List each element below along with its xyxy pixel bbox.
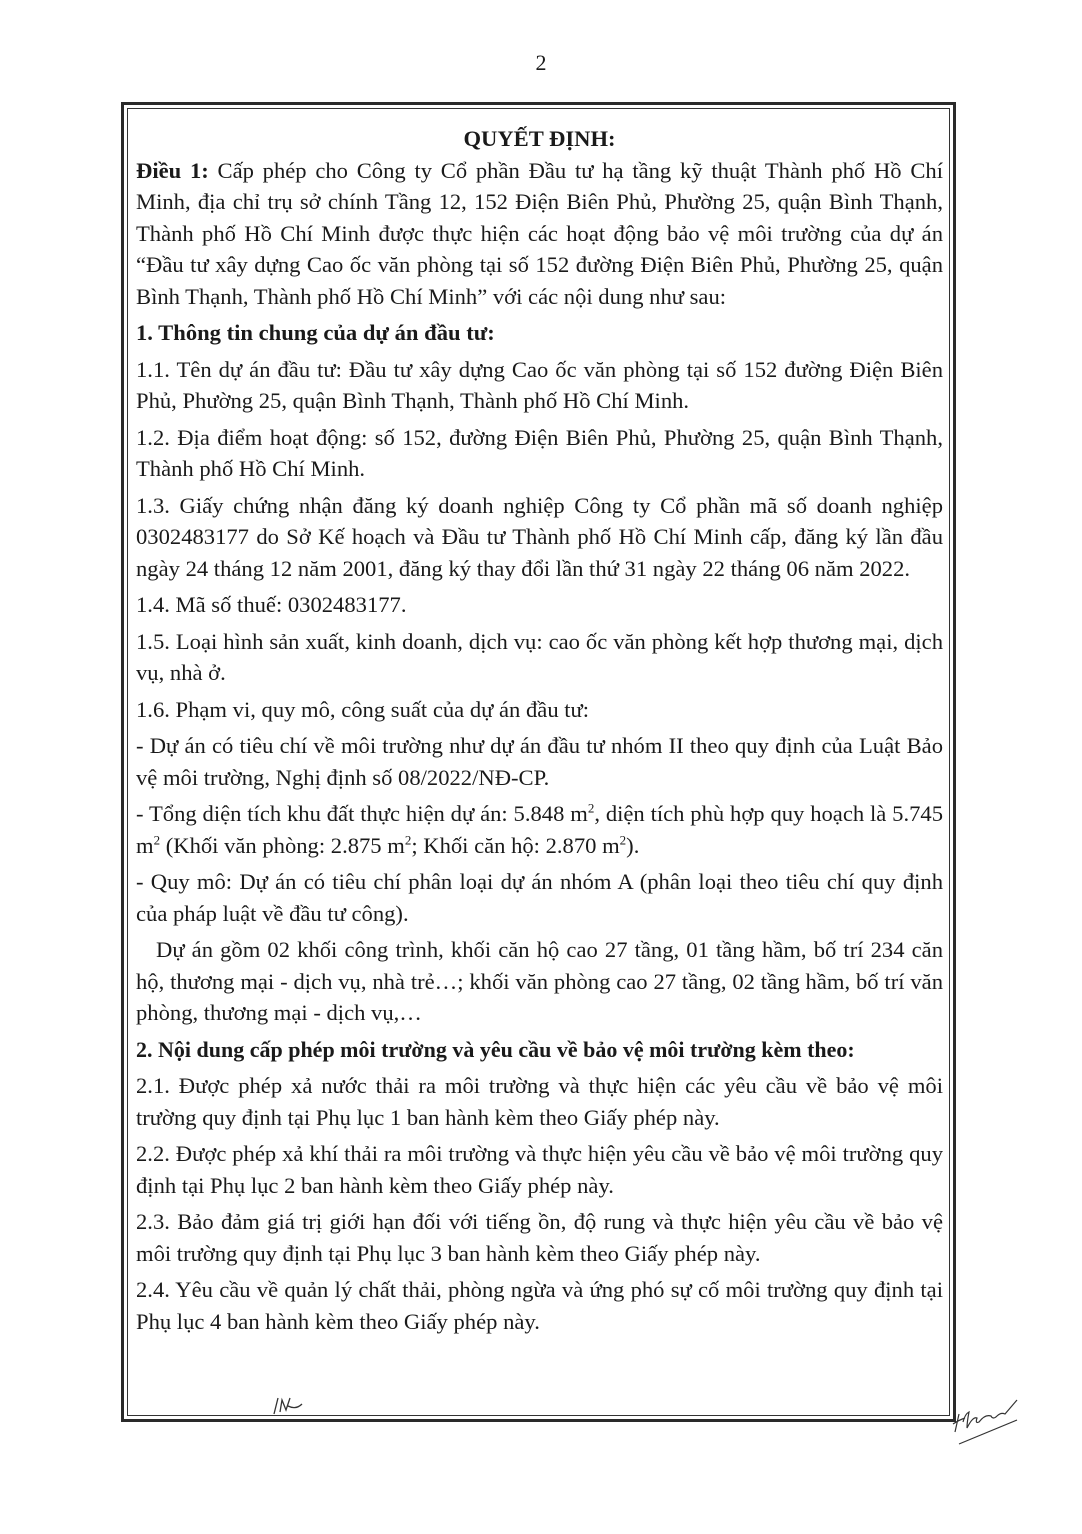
- superscript: 2: [587, 800, 595, 816]
- area-text: (Khối văn phòng: 2.875 m: [160, 832, 405, 858]
- section-1-heading: 1. Thông tin chung của dự án đầu tư:: [136, 320, 495, 345]
- project-paragraph: Dự án gồm 02 khối công trình, khối căn hộ cao 27 tầng, 01 tầng hầm, bố trí 234 căn hộ, thương mại - dịch vụ, nhà trẻ…; khối văn phòng cao 27 tầng, 02 tầng hầm, bố trí văn phòng, thương mại - dịch vụ,…: [136, 937, 943, 1025]
- article-1-text: Cấp phép cho Công ty Cổ phần Đầu tư hạ tầng kỹ thuật Thành phố Hồ Chí Minh, địa chỉ trụ sở chính Tầng 12, 152 Điện Biên Phủ, Phường 25, quận Bình Thạnh, Thành phố Hồ Chí Minh được thực hiện các hoạt động bảo vệ môi trường của dự án “Đầu tư xây dựng Cao ốc văn phòng tại số 152 đường Điện Biên Phủ, Phường 25, quận Bình Thạnh, Thành phố Hồ Chí Minh” với các nội dung như sau:: [136, 157, 943, 309]
- section-1-item: 1.2. Địa điểm hoạt động: số 152, đường Điện Biên Phủ, Phường 25, quận Bình Thạnh, Thành phố Hồ Chí Minh.: [136, 424, 943, 481]
- article-1-label: Điều 1:: [136, 157, 209, 183]
- section-2-item: 2.2. Được phép xả khí thải ra môi trường và thực hiện yêu cầu về bảo vệ môi trường quy định tại Phụ lục 2 ban hành kèm theo Giấy phép này.: [136, 1141, 943, 1198]
- decision-frame: [121, 102, 956, 1422]
- decision-title: QUYẾT ĐỊNH:: [463, 126, 616, 151]
- signature: [945, 1392, 1025, 1452]
- superscript: 2: [404, 831, 412, 847]
- section-2-heading: 2. Nội dung cấp phép môi trường và yêu cầu về bảo vệ môi trường kèm theo:: [136, 1036, 855, 1062]
- area-text: - Tổng diện tích khu đất thực hiện dự án: 5.848 m: [136, 801, 588, 826]
- page-number: 2: [535, 50, 547, 75]
- section-1-item: 1.4. Mã số thuế: 0302483177.: [136, 592, 407, 617]
- section-1-item: 1.1. Tên dự án đầu tư: Đầu tư xây dựng Cao ốc văn phòng tại số 152 đường Điện Biên Phủ, Phường 25, quận Bình Thạnh, Thành phố Hồ Chí Minh.: [136, 356, 943, 413]
- section-1-item: 1.3. Giấy chứng nhận đăng ký doanh nghiệp Công ty Cổ phần mã số doanh nghiệp 0302483177 do Sở Kế hoạch và Đầu tư Thành phố Hồ Chí Minh cấp, đăng ký lần đầu ngày 24 tháng 12 năm 2001, đăng ký thay đổi lần thứ 31 ngày 22 tháng 06 năm 2022.: [136, 492, 943, 581]
- scope-bullet: - Dự án có tiêu chí về môi trường như dự án đầu tư nhóm II theo quy định của Luật Bảo vệ môi trường, Nghị định số 08/2022/NĐ-CP.: [136, 733, 943, 790]
- decision-content: [136, 123, 943, 1342]
- superscript: 2: [153, 831, 161, 847]
- area-text: ; Khối căn hộ: 2.870 m: [411, 832, 620, 858]
- superscript: 2: [619, 831, 627, 847]
- scale-bullet: - Quy mô: Dự án có tiêu chí phân loại dự án nhóm A (phân loại theo tiêu chí quy định của pháp luật về đầu tư công).: [136, 869, 943, 926]
- section-1-item: 1.5. Loại hình sản xuất, kinh doanh, dịch vụ: cao ốc văn phòng kết hợp thương mại, dịch vụ, nhà ở.: [136, 628, 943, 685]
- area-bullet: [136, 798, 943, 861]
- section-2-item: 2.4. Yêu cầu về quản lý chất thải, phòng ngừa và ứng phó sự cố môi trường quy định tại Phụ lục 4 ban hành kèm theo Giấy phép này.: [136, 1277, 943, 1334]
- article-1: [136, 155, 943, 313]
- area-text: , diện tích phù hợp quy hoạch là 5.745 m: [136, 801, 944, 858]
- section-2-item: 2.3. Bảo đảm giá trị giới hạn đối với tiếng ồn, độ rung và thực hiện yêu cầu về bảo vệ môi trường quy định tại Phụ lục 3 ban hành kèm theo Giấy phép này.: [136, 1209, 943, 1266]
- section-2-item: 2.1. Được phép xả nước thải ra môi trường và thực hiện các yêu cầu về bảo vệ môi trường quy định tại Phụ lục 1 ban hành kèm theo Giấy phép này.: [136, 1073, 943, 1130]
- section-1-item: 1.6. Phạm vi, quy mô, công suất của dự án đầu tư:: [136, 696, 590, 722]
- area-text: ).: [626, 832, 640, 858]
- initial-mark: [268, 1392, 308, 1422]
